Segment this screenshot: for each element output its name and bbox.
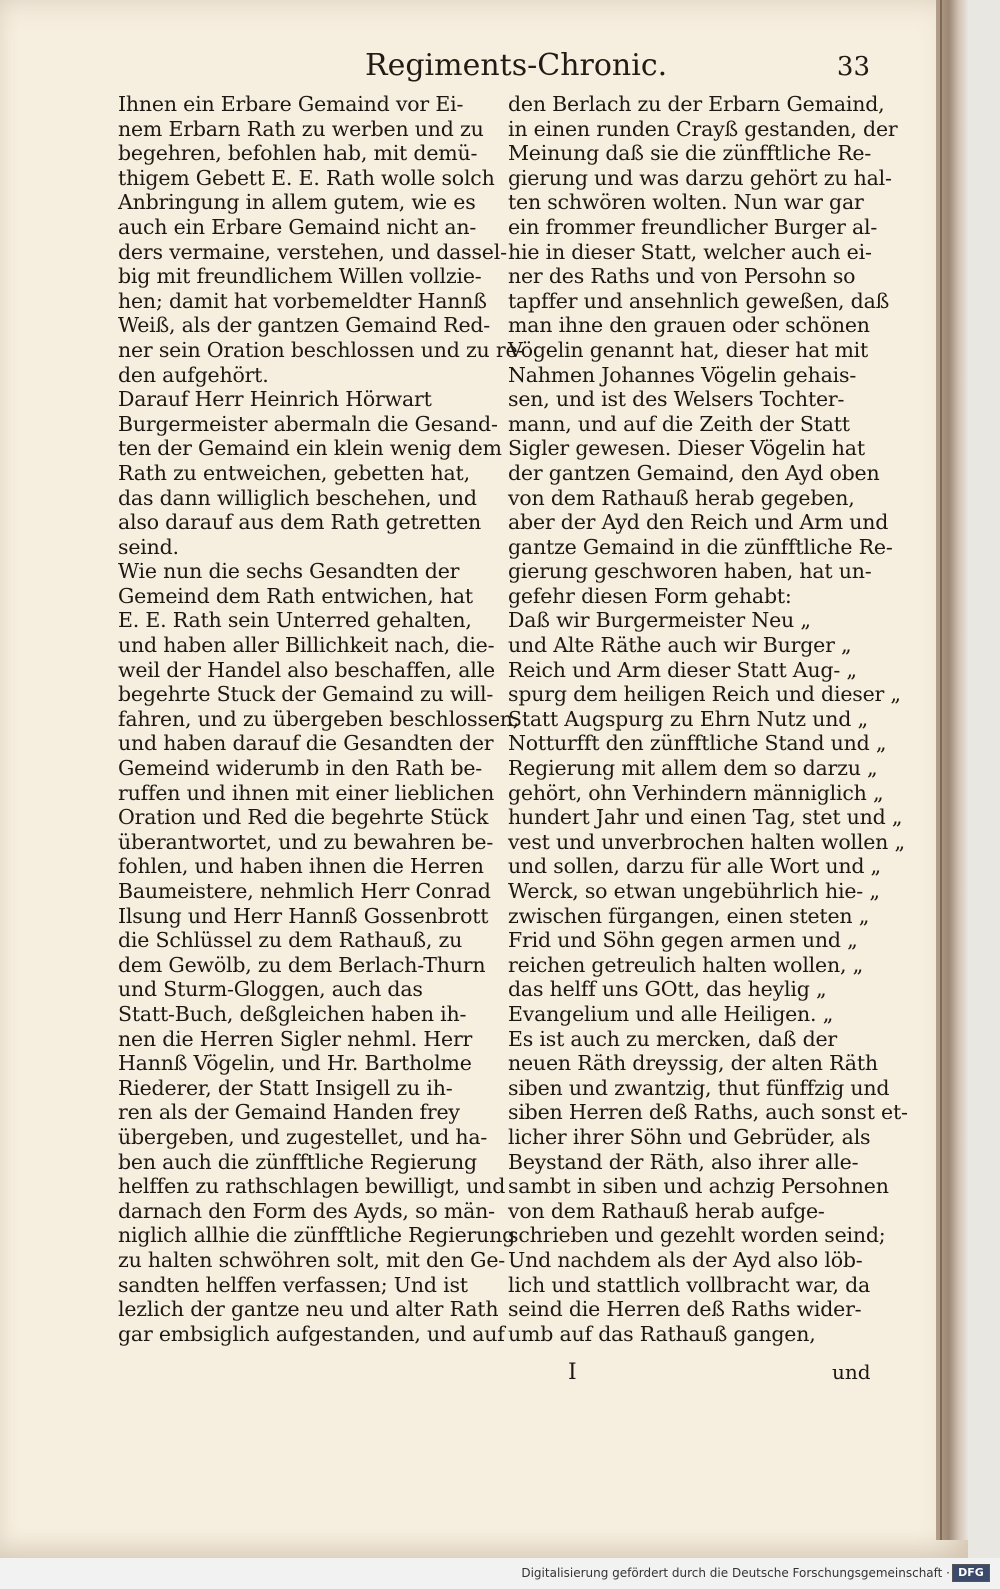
text-line: Meinung daß sie die zünfftliche Re- bbox=[508, 141, 872, 166]
text-line: aber der Ayd den Reich und Arm und bbox=[508, 510, 889, 535]
text-line: und Alte Räthe auch wir Burger „ bbox=[508, 633, 852, 658]
text-line: gierung und was darzu gehört zu hal- bbox=[508, 165, 892, 190]
text-line: Baumeistere, nehmlich Herr Conrad bbox=[118, 879, 491, 903]
text-line: Gemeind dem Rath entwichen, hat bbox=[118, 583, 473, 608]
text-line: sandten helffen verfassen; Und ist bbox=[118, 1272, 468, 1297]
text-line: überantwortet, und zu bewahren be- bbox=[118, 829, 494, 854]
text-line: und sollen, darzu für alle Wort und „ bbox=[508, 854, 881, 879]
text-line: mann, und auf die Zeith der Statt bbox=[508, 411, 850, 436]
text-line: fahren, und zu übergeben beschlossen, bbox=[118, 706, 520, 731]
running-title: Regiments-Chronic. bbox=[365, 48, 668, 83]
text-line: und Sturm-Gloggen, auch das bbox=[118, 977, 423, 1002]
text-line: von dem Rathauß herab gegeben, bbox=[508, 485, 855, 510]
text-line: Frid und Söhn gegen armen und „ bbox=[508, 928, 858, 953]
text-line: Evangelium und alle Heiligen. „ bbox=[508, 1001, 834, 1026]
text-line: tapffer und ansehnlich geweßen, daß bbox=[508, 288, 890, 313]
text-line: niglich allhie die zünfftliche Regierung bbox=[118, 1223, 516, 1248]
text-line: Statt-Buch, deßgleichen haben ih- bbox=[118, 1001, 467, 1026]
text-line: Anbringung in allem gutem, wie es bbox=[118, 190, 476, 215]
text-line: thigem Gebett E. E. Rath wolle solch bbox=[118, 165, 495, 190]
text-line: ren als der Gemaind Handen frey bbox=[118, 1100, 460, 1125]
dfg-logo: DFG bbox=[952, 1564, 990, 1582]
text-line: Werck, so etwan ungebührlich hie- „ bbox=[508, 879, 880, 903]
text-line: nem Erbarn Rath zu werben und zu bbox=[118, 116, 484, 141]
text-line: reichen getreulich halten wollen, „ bbox=[508, 952, 864, 977]
text-line: ders vermaine, verstehen, und dassel- bbox=[118, 239, 507, 264]
text-line: und haben darauf die Gesandten der bbox=[118, 731, 494, 756]
text-line: big mit freundlichem Willen vollzie- bbox=[118, 264, 482, 289]
text-line: weil der Handel also beschaffen, alle bbox=[118, 657, 495, 682]
page-number: 33 bbox=[836, 52, 870, 82]
text-line: Rath zu entweichen, gebetten hat, bbox=[118, 460, 470, 485]
text-line: der gantzen Gemaind, den Ayd oben bbox=[508, 460, 880, 485]
text-line: Riederer, der Statt Insigell zu ih- bbox=[118, 1075, 453, 1100]
text-line: ruffen und ihnen mit einer lieblichen bbox=[118, 780, 495, 805]
text-line: Es ist auch zu mercken, daß der bbox=[508, 1026, 838, 1051]
text-line: Weiß, als der gantzen Gemaind Red- bbox=[118, 313, 491, 338]
catchword: und bbox=[832, 1360, 871, 1384]
text-line: licher ihrer Söhn und Gebrüder, als bbox=[508, 1124, 871, 1149]
text-line: Und nachdem als der Ayd also löb- bbox=[508, 1247, 863, 1272]
text-line: ner sein Oration beschlossen und zu re- bbox=[118, 337, 525, 362]
text-line: gehört, ohn Verhindern männiglich „ bbox=[508, 780, 884, 805]
text-line: seind die Herren deß Raths wider- bbox=[508, 1297, 862, 1322]
text-line: die Schlüssel zu dem Rathauß, zu bbox=[118, 928, 463, 953]
text-line: seind. bbox=[118, 534, 179, 559]
text-line: Ihnen ein Erbare Gemaind vor Ei- bbox=[118, 92, 464, 116]
text-line: und haben aller Billichkeit nach, die- bbox=[118, 633, 495, 658]
text-line: begehrte Stuck der Gemaind zu will- bbox=[118, 682, 494, 707]
text-line: Notturfft den zünfftliche Stand und „ bbox=[508, 731, 887, 756]
text-line: Darauf Herr Heinrich Hörwart bbox=[118, 387, 432, 412]
text-line: man ihne den grauen oder schönen bbox=[508, 313, 870, 338]
text-line: zwischen fürgangen, einen steten „ bbox=[508, 903, 870, 928]
text-line: gefehr diesen Form gehabt: bbox=[508, 583, 792, 608]
signature-mark: I bbox=[568, 1360, 577, 1385]
text-line: fohlen, und haben ihnen die Herren bbox=[118, 854, 484, 879]
text-line: siben und zwantzig, thut fünffzig und bbox=[508, 1075, 890, 1100]
text-line: Wie nun die sechs Gesandten der bbox=[118, 559, 460, 584]
text-line: hie in dieser Statt, welcher auch ei- bbox=[508, 239, 872, 264]
text-line: gierung geschworen haben, hat un- bbox=[508, 559, 872, 584]
text-line: den aufgehört. bbox=[118, 362, 269, 387]
text-line: gantze Gemaind in die zünfftliche Re- bbox=[508, 534, 893, 559]
text-line: helffen zu rathschlagen bewilligt, und bbox=[118, 1174, 506, 1199]
text-line: nen die Herren Sigler nehml. Herr bbox=[118, 1026, 473, 1051]
text-line: gar embsiglich aufgestanden, und auf bbox=[118, 1321, 505, 1346]
text-line: zu halten schwöhren solt, mit den Ge- bbox=[118, 1247, 505, 1272]
text-line: Burgermeister abermaln die Gesand- bbox=[118, 411, 498, 436]
text-line: spurg dem heiligen Reich und dieser „ bbox=[508, 682, 901, 707]
text-line: Reich und Arm dieser Statt Aug- „ bbox=[508, 657, 857, 682]
text-line: Ilsung und Herr Hannß Gossenbrott bbox=[118, 903, 489, 928]
right-column bbox=[508, 92, 908, 1346]
text-line: Regierung mit allem dem so darzu „ bbox=[508, 756, 878, 781]
text-line: lich und stattlich vollbracht war, da bbox=[508, 1272, 871, 1297]
footer-bar bbox=[0, 1558, 1000, 1589]
left-column bbox=[118, 92, 525, 1346]
text-line: Oration und Red die begehrte Stück bbox=[118, 805, 489, 830]
footer-credit: Digitalisierung gefördert durch die Deutsche Forschungsgemeinschaft · bbox=[521, 1566, 950, 1580]
text-line: lezlich der gantze neu und alter Rath bbox=[118, 1297, 499, 1322]
text-line: Beystand der Räth, also ihrer alle- bbox=[508, 1149, 859, 1174]
text-line: ten der Gemaind ein klein wenig dem bbox=[118, 436, 502, 461]
text-line: von dem Rathauß herab aufge- bbox=[508, 1198, 825, 1223]
page-edge-line bbox=[940, 0, 942, 1540]
text-line: neuen Räth dreyssig, der alten Räth bbox=[508, 1051, 878, 1076]
text-line: siben Herren deß Raths, auch sonst et- bbox=[508, 1100, 908, 1125]
text-line: Daß wir Burgermeister Neu „ bbox=[508, 608, 811, 633]
text-line: dem Gewölb, zu dem Berlach-Thurn bbox=[118, 952, 486, 977]
text-line: vest und unverbrochen halten wollen „ bbox=[508, 829, 905, 854]
text-line: begehren, befohlen hab, mit demü- bbox=[118, 141, 478, 166]
text-line: also darauf aus dem Rath getretten bbox=[118, 510, 482, 535]
text-line: umb auf das Rathauß gangen, bbox=[508, 1321, 816, 1346]
text-line: Gemeind widerumb in den Rath be- bbox=[118, 756, 483, 781]
text-line: hundert Jahr und einen Tag, stet und „ bbox=[508, 805, 903, 830]
text-line: ben auch die zünfftliche Regierung bbox=[118, 1149, 477, 1174]
text-line: in einen runden Crayß gestanden, der bbox=[508, 116, 898, 141]
text-line: Vögelin genannt hat, dieser hat mit bbox=[508, 337, 869, 362]
text-line: übergeben, und zugestellet, und ha- bbox=[118, 1124, 488, 1149]
text-line: Hannß Vögelin, und Hr. Bartholme bbox=[118, 1051, 472, 1076]
text-line: schrieben und gezehlt worden seind; bbox=[508, 1223, 886, 1248]
text-line: den Berlach zu der Erbarn Gemaind, bbox=[508, 92, 885, 116]
text-line: Statt Augspurg zu Ehrn Nutz und „ bbox=[508, 706, 868, 731]
text-line: ner des Raths und von Persohn so bbox=[508, 264, 856, 289]
text-line: auch ein Erbare Gemaind nicht an- bbox=[118, 214, 477, 239]
text-line: das dann williglich beschehen, und bbox=[118, 485, 477, 510]
text-line: sen, und ist des Welsers Tochter- bbox=[508, 387, 845, 412]
text-line: das helff uns GOtt, das heylig „ bbox=[508, 977, 827, 1002]
text-line: Nahmen Johannes Vögelin gehais- bbox=[508, 362, 857, 387]
text-line: E. E. Rath sein Unterred gehalten, bbox=[118, 608, 472, 633]
text-line: ein frommer freundlicher Burger al- bbox=[508, 214, 878, 239]
text-line: sambt in siben und achzig Persohnen bbox=[508, 1174, 889, 1199]
text-line: darnach den Form des Ayds, so män- bbox=[118, 1198, 495, 1223]
text-line: ten schwören wolten. Nun war gar bbox=[508, 190, 864, 215]
text-line: hen; damit hat vorbemeldter Hannß bbox=[118, 288, 487, 313]
running-header bbox=[110, 48, 880, 92]
text-line: Sigler gewesen. Dieser Vögelin hat bbox=[508, 436, 865, 461]
